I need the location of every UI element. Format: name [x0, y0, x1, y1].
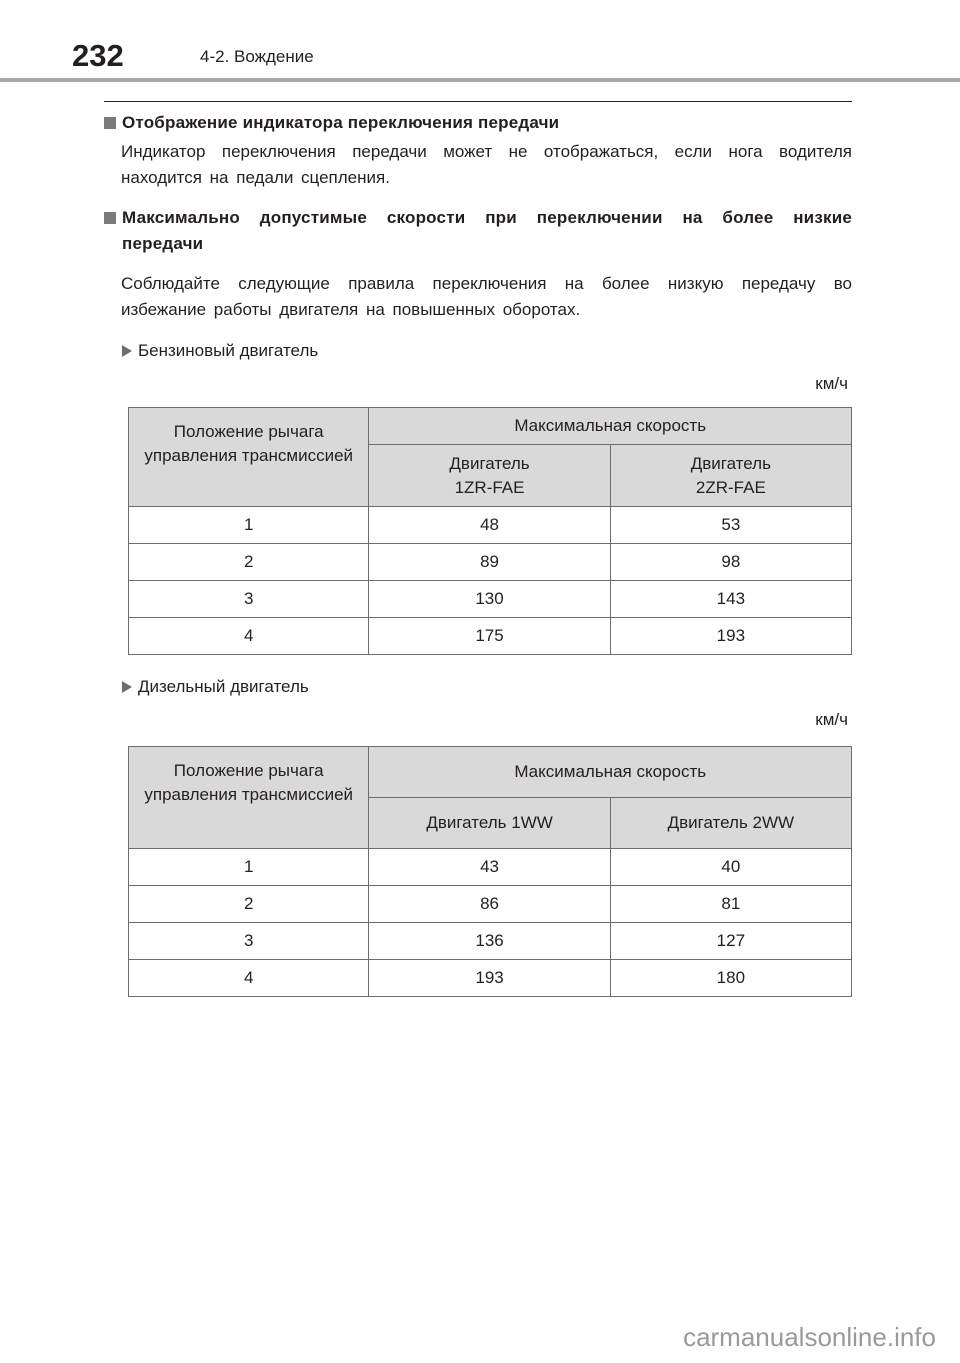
square-bullet-icon — [104, 212, 116, 224]
diesel-speed-table — [128, 746, 852, 997]
col-header-engine-a — [369, 445, 610, 507]
speed-cell: 130 — [369, 581, 610, 618]
speed-cell: 136 — [369, 923, 610, 960]
speed-cell: 127 — [610, 923, 851, 960]
gear-cell: 3 — [129, 923, 369, 960]
header-divider — [0, 78, 960, 82]
col-header-max-speed: Максимальная скорость — [369, 747, 852, 798]
subheading-text: Дизельный двигатель — [138, 677, 309, 696]
speed-cell: 89 — [369, 544, 610, 581]
watermark: carmanualsonline.info — [683, 1322, 936, 1352]
gear-cell: 1 — [129, 507, 369, 544]
table-row — [129, 618, 852, 655]
speed-cell: 180 — [610, 960, 851, 997]
heading-text: Максимально допустимые скорости при переключении на более низкие передачи — [122, 208, 852, 253]
triangle-bullet-icon — [122, 345, 132, 357]
speed-cell: 43 — [369, 849, 610, 886]
table-row — [129, 507, 852, 544]
square-bullet-icon — [104, 117, 116, 129]
table-row — [129, 544, 852, 581]
section-title: 4-2. Вождение — [200, 47, 314, 66]
col-header-position: Положение рычага управления трансмиссией — [129, 747, 369, 849]
gear-cell: 2 — [129, 886, 369, 923]
speed-cell: 53 — [610, 507, 851, 544]
speed-cell: 48 — [369, 507, 610, 544]
col-header-engine-b: Двигатель 2WW — [610, 798, 851, 849]
shift-indicator-text: Индикатор переключения передачи может не отображаться, если нога водителя находится на педали сцепления. — [121, 142, 852, 187]
diesel-engine-title — [104, 675, 852, 699]
col-header-engine-b — [610, 445, 851, 507]
gear-cell: 4 — [129, 960, 369, 997]
heading-text: Отображение индикатора переключения передачи — [122, 113, 560, 132]
engine-a-label: Двигатель 1ZR-FAE — [449, 453, 530, 497]
diesel-unit: км/ч — [815, 710, 848, 729]
petrol-speed-table — [128, 407, 852, 655]
speed-cell: 193 — [369, 960, 610, 997]
speed-cell: 86 — [369, 886, 610, 923]
speed-cell: 81 — [610, 886, 851, 923]
gear-cell: 2 — [129, 544, 369, 581]
table-row — [129, 849, 852, 886]
engine-b-label: Двигатель 2ZR-FAE — [690, 453, 771, 497]
gear-cell: 3 — [129, 581, 369, 618]
table-row — [129, 923, 852, 960]
table-row — [129, 581, 852, 618]
page-header — [0, 0, 960, 82]
table-row — [129, 886, 852, 923]
downshift-text: Соблюдайте следующие правила переключения на более низкую передачу во избежание работы двигателя на повышенных оборотах. — [121, 274, 852, 319]
content-top-divider — [104, 101, 852, 102]
speed-cell: 98 — [610, 544, 851, 581]
speed-cell: 175 — [369, 618, 610, 655]
col-header-engine-a: Двигатель 1WW — [369, 798, 610, 849]
subheading-text: Бензиновый двигатель — [138, 341, 319, 360]
gear-cell: 1 — [129, 849, 369, 886]
petrol-engine-title — [104, 339, 852, 363]
col-header-max-speed: Максимальная скорость — [369, 408, 852, 445]
speed-cell: 193 — [610, 618, 851, 655]
speed-cell: 40 — [610, 849, 851, 886]
table-row — [129, 960, 852, 997]
triangle-bullet-icon — [122, 681, 132, 693]
petrol-unit: км/ч — [815, 374, 848, 393]
page-content — [104, 110, 852, 997]
col-header-position: Положение рычага управления трансмиссией — [129, 408, 369, 507]
downshift-heading — [104, 205, 852, 257]
shift-indicator-heading — [104, 110, 852, 136]
speed-cell: 143 — [610, 581, 851, 618]
page-number: 232 — [72, 38, 124, 73]
gear-cell: 4 — [129, 618, 369, 655]
